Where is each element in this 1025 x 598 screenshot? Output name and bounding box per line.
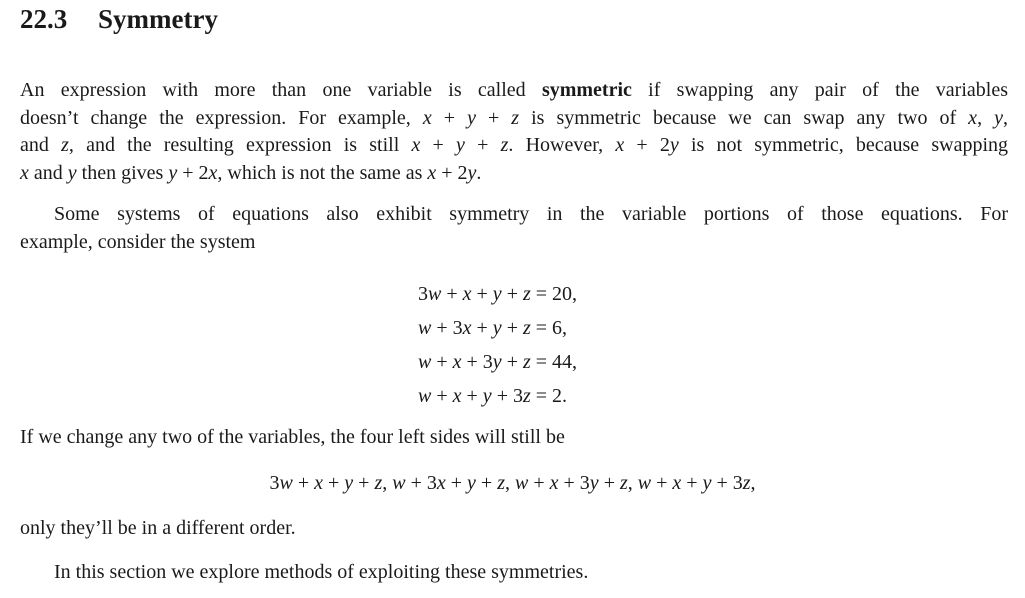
paragraph-definition <box>20 77 1008 187</box>
paragraph-line: and z, and the resulting expression is still x + y + z. However, x + 2y is not symmetric, because swapping <box>20 134 1009 156</box>
equation: 3w + x + y + z = 20, <box>418 283 578 305</box>
equation: w + 3x + y + z = 6, <box>418 317 568 339</box>
equation: w + x + y + 3z = 2. <box>418 385 568 407</box>
paragraph-line: example, consider the system <box>20 230 256 253</box>
paragraph-line: An expression with more than one variable is called symmetric if swapping any pair of the variables <box>20 79 1008 101</box>
equation: w + x + 3y + z = 44, <box>418 351 578 373</box>
section-heading <box>20 4 218 35</box>
paragraph-order: only they’ll be in a different order. <box>20 517 296 539</box>
left-sides-expression: 3w + x + y + z, w + 3x + y + z, w + x + 3y + z, w + x + y + 3z, <box>269 472 756 494</box>
section-title: Symmetry <box>98 4 218 34</box>
section-number: 22.3 <box>20 4 68 34</box>
equation-system <box>418 277 577 413</box>
paragraph-systems <box>20 201 1008 256</box>
paragraph-line: Some systems of equations also exhibit symmetry in the variable portions of those equations. For <box>54 203 1008 225</box>
paragraph-change-variables: If we change any two of the variables, the four left sides will still be <box>20 426 565 448</box>
paragraph-line: x and y then gives y + 2x, which is not the same as x + 2y. <box>20 161 482 184</box>
paragraph-line: doesn’t change the expression. For example, x + y + z is symmetric because we can swap any two of x, y, <box>20 106 1008 129</box>
paragraph-section-intro: In this section we explore methods of exploiting these symmetries. <box>54 561 589 583</box>
